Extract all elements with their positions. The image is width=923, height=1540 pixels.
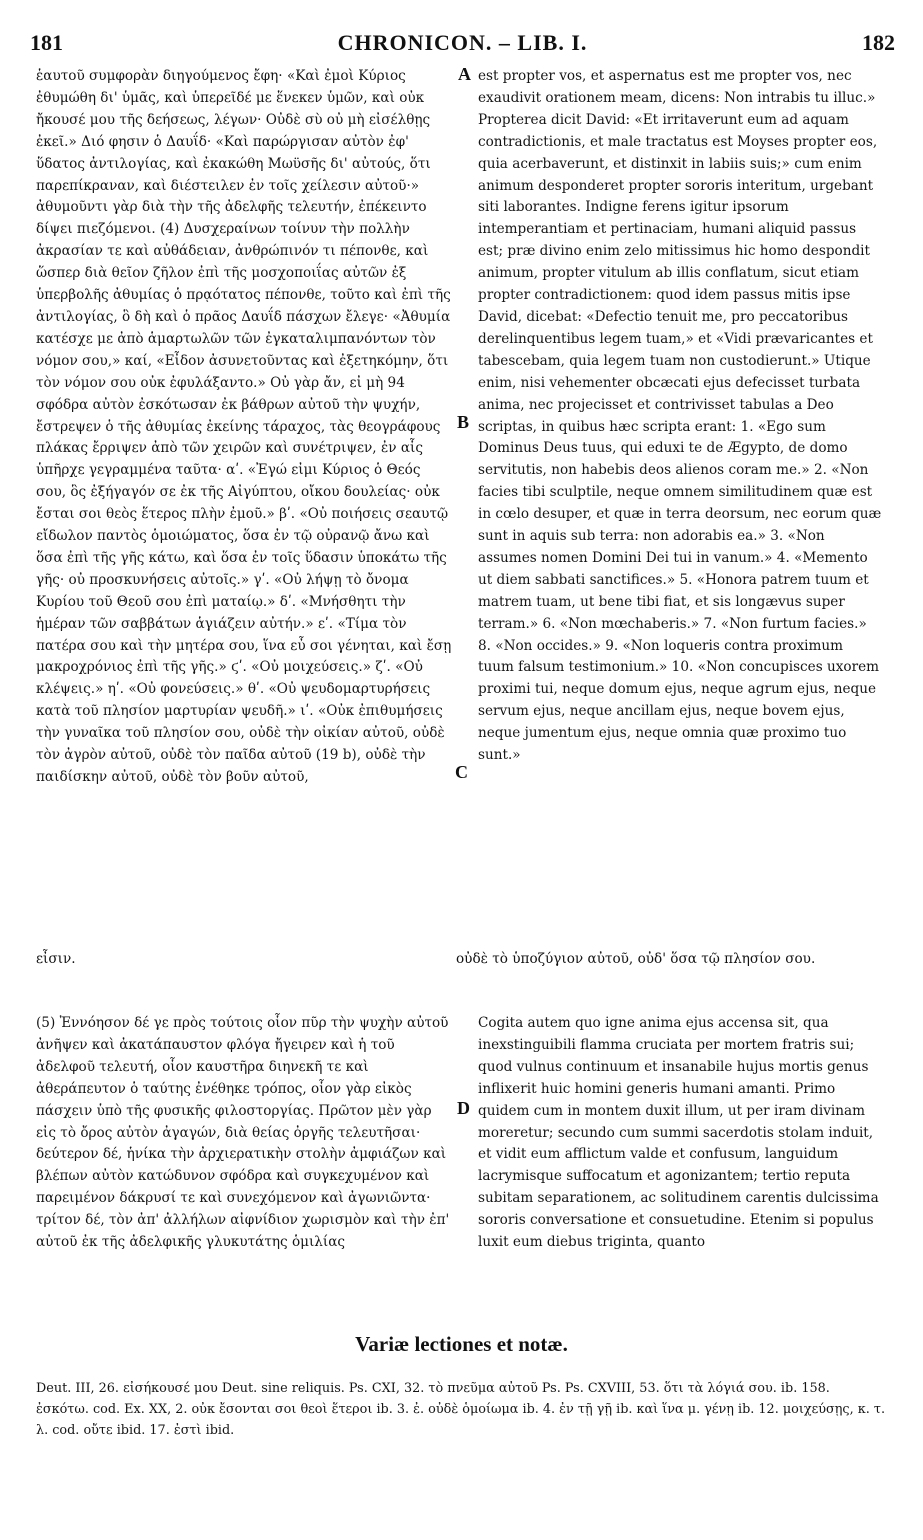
greek-text-bottom: (5) Ἐννόησον δέ γε πρὸς τούτοις οἷον πῦρ τὴν ψυχὴν αὐτοῦ ἀνῆψεν καὶ ἀκατάπαυστον φλόγα ἤγειρεν καὶ ἡ τοῦ ἀδελφοῦ τελευτή, οἷον καυστῆρα διηνεκῆ τε καὶ ἀθεράπευτον ὁ ταύτης ἐνέθηκε τρόπος, οἷον γὰρ εἰκὸς πάσχειν ὑπὸ τῆς φυσικῆς φιλοστοργίας. Πρῶτον μὲν γὰρ εἰς τὸ ὄρος αὐτὸν ἀγαγών, διὰ θείας ὀργῆς τελευτῆσαι· δεύτερον δέ, ἡνίκα τὴν ἀρχιερατικὴν στολὴν ἀμφιάζων καὶ βλέπων αὐτὸν κατώδυνον σφόδρα καὶ συγκεχυμένον καὶ παρειμένον δάκρυσί τε καὶ συνεχόμενον καὶ ἀγωνιῶντα· τρίτον δέ, τὸν ἀπ' ἀλλήλων αἰφνίδιον χωρισμὸν καὶ τὴν ἐπ' αὐτοῦ ἐκ τῆς ἀδελφικῆς γλυκυτάτης ὁμιλίας — [36, 1015, 450, 1251]
greek-column-bottom — [36, 1013, 454, 1254]
page-number-left: 181 — [30, 30, 63, 55]
greek-text-top: ἑαυτοῦ συμφορὰν διηγούμενος ἔφη· «Καὶ ἐμοὶ Κύριος ἐθυμώθη δι' ὑμᾶς, καὶ ὑπερεῖδέ με ἕνεκεν ὑμῶν, καὶ οὐκ ἤκουσέ μου τῆς δεήσεως, λέγων· Οὐδὲ σὺ οὐ μὴ εἰσέλθῃς ἐκεῖ.» Διό φησιν ὁ Δαυΐδ· «Καὶ παρώργισαν αὐτὸν ἐφ' ὕδατος ἀντιλογίας, καὶ ἐκακώθη Μωϋσῆς δι' αὐτούς, ὅτι παρεπίκραναν, καὶ διέστειλεν ἐν τοῖς χείλεσιν αὐτοῦ·» ἀθυμοῦντι γὰρ διὰ τὴν τῆς ἀδελφῆς τελευτήν, ἐπέκειντο δίψει πιεζόμενοι. (4) Δυσχεραίνων τοίνυν τὴν πολλὴν ἀκρασίαν τε καὶ αὐθάδειαν, ἀνθρώπινόν τι πέπονθε, καὶ ὥσπερ διὰ θεῖον ζῆλον ἐπὶ τῆς μοσχοποιΐας αὐτῶν ἐξ ὑπερβολῆς ἀθυμίας ὁ πρᾳότατος πέπονθε, τοῦτο καὶ ἐπὶ τῆς ἀντιλογίας, ὃ δὴ καὶ ὁ πρᾶος Δαυΐδ πάσχων ἔλεγε· «Ἀθυμία κατέσχε με ἀπὸ ἁμαρτωλῶν τῶν ἐγκαταλιμπανόντων τὸν νόμον σου,» καί, «Εἶδον ἀσυνετοῦντας καὶ ἐξετηκόμην, ὅτι τὸν νόμον σου οὐκ ἐφυλάξαντο.» Οὐ γὰρ ἄν, εἰ μὴ 94 σφόδρα αὐτὸν ἐσκότωσαν ἐκ βάθρων αὐτοῦ τὴν ψυχήν, ἔστρεψεν ὁ τῆς ἀθυμίας ἐκείνης τάραχος, τὰς θεογράφους πλάκας ἔρριψεν ἀπὸ τῶν χειρῶν καὶ συνέτριψεν, ἐν αἷς ὑπῆρχε γεγραμμένα ταῦτα· αʹ. «Ἐγώ εἰμι Κύριος ὁ Θεός σου, ὃς ἐξήγαγόν σε ἐκ τῆς Αἰγύπτου, οἴκου δουλείας· οὐκ ἔσται σοι θεὸς ἕτερος πλὴν ἐμοῦ.» βʹ. «Οὐ ποιήσεις σεαυτῷ εἴδωλον παντὸς ὁμοιώματος, ὅσα ἐν τῷ οὐρανῷ ἄνω καὶ ὅσα ἐπὶ τῆς γῆς κάτω, καὶ ὅσα ἐν τοῖς ὕδασιν ὑποκάτω τῆς γῆς· οὐ προσκυνήσεις αὐτοῖς.» γʹ. «Οὐ λήψῃ τὸ ὄνομα Κυρίου τοῦ Θεοῦ σου ἐπὶ ματαίῳ.» δʹ. «Μνήσθητι τὴν ἡμέραν τῶν σαββάτων ἁγιάζειν αὐτήν.» εʹ. «Τίμα τὸν πατέρα σου καὶ τὴν μητέρα σου, ἵνα εὖ σοι γένηται, καὶ ἔσῃ μακροχρόνιος ἐπὶ τῆς γῆς.» ϛʹ. «Οὐ μοιχεύσεις.» ζʹ. «Οὐ κλέψεις.» ηʹ. «Οὐ φονεύσεις.» θʹ. «Οὐ ψευδομαρτυρήσεις κατὰ τοῦ πλησίον μαρτυρίαν ψευδῆ.» ιʹ. «Οὐκ ἐπιθυμήσεις τὴν γυναῖκα τοῦ πλησίον σου, οὐδὲ τὴν οἰκίαν αὐτοῦ, οὐδὲ τὸν ἀγρὸν αὐτοῦ, οὐδὲ τὸν παῖδα αὐτοῦ (19 b), οὐδὲ τὴν παιδίσκην αὐτοῦ, οὐδὲ τὸν βοῦν αὐτοῦ, — [36, 68, 452, 785]
latin-column-top — [478, 66, 883, 767]
latin-column-bottom — [478, 1013, 883, 1254]
margin-letter-b: B — [457, 412, 470, 432]
latin-text-top: est propter vos, et aspernatus est me propter vos, nec exaudivit orationem meam, dicens: Non intrabis tu illuc.» Propterea dicit David: «Et irritaverunt eum ad aquam contradictionis, et male tractatus est Moyses propter eos, quia acerbaverunt, et distinxit in labiis suis;» cum enim animum desponderet propter sororis interitum, urgebant siti laborantes. Indigne ferens igitur ipsorum intemperantiam et pertinaciam, humani aliquid passus est; præ divino enim zelo mitissimus hic homo despondit animum, propter vitulum ab illis conflatum, sicut etiam propter contradictionem: quod idem passus mitis ipse David, dicebat: «Defectio tenuit me, pro peccatoribus derelinquentibus legem tuam,» et «Vidi prævaricantes et tabescebam, quia legem tuam non custodierunt.» Utique enim, nisi vehementer obcæcati ejus defecisset turbata anima, nec projecisset et contrivisset tabulas a Deo scriptas, in quibus hæc scripta erant: 1. «Ego sum Dominus Deus tuus, qui eduxi te de Ægypto, de domo servitutis, non habebis deos alienos coram me.» 2. «Non facies tibi sculptile, neque omnem similitudinem quæ est in cœlo desuper, et quæ in terra deorsum, nec eorum quæ sunt in aquis sub terra: non adorabis ea.» 3. «Non assumes nomen Domini Dei tui in vanum.» 4. «Memento ut diem sabbati sanctifices.» 5. «Honora patrem tuum et matrem tuam, ut bene tibi fiat, et sis longævus super terram.» 6. «Non mœchaberis.» 7. «Non furtum facies.» 8. «Non occides.» 9. «Non loqueris contra proximum tuum falsum testimonium.» 10. «Non concupisces uxorem proximi tui, neque domum ejus, neque agrum ejus, neque servum ejus, neque ancillam ejus, neque bovem ejus, neque jumentum ejus, neque omnia quæ proximo tuo sunt.» — [478, 68, 882, 764]
running-header — [30, 30, 895, 60]
footnotes-text: Deut. III, 26. εἰσήκουσέ μου Deut. sine reliquis. Ps. CXI, 32. τὸ πνεῦμα αὐτοῦ Ps. Ps. CXVIII, 53. ὅτι τὰ λόγιά σου. ib. 158. ἐσκότω. cod. Ex. XX, 2. οὐκ ἔσονται σοι θεοὶ ἕτεροι ib. 3. ἐ. οὐδὲ ὁμοίωμα ib. 4. ἐν τῇ γῇ ib. καὶ ἵνα μ. γένῃ ib. 12. μοιχεύσῃς, κ. τ. λ. cod. οὔτε ibid. 17. ἐστὶ ibid. — [36, 1381, 886, 1438]
footnotes — [36, 1378, 886, 1441]
latin-text-bottom: Cogita autem quo igne anima ejus accensa sit, qua inexstinguibili flamma cruciata per mortem fratris sui; quod vulnus continuum et insanabile hujus mortis genus inflixerit huic homini generis humani amanti. Primo quidem cum in montem duxit illum, ut per iram divinam moreretur; secundo cum summi sacerdotis stolam induit, et vidit eum afflictum valde et confusum, languidum lacrymisque suffocatum et agonizantem; tertio reputa subitam separationem, ac solitudinem carentis dulcissima sororis conversatione et consuetudine. Etenim si populus luxit eum diebus triginta, quanto — [478, 1015, 879, 1251]
running-title: CHRONICON. – LIB. I. — [337, 30, 588, 55]
margin-letter-d: D — [457, 1098, 470, 1118]
notes-heading: Variæ lectiones et notæ. — [355, 1332, 568, 1356]
page-number-right: 182 — [862, 30, 895, 55]
bridge-right: οὐδὲ τὸ ὑποζύγιον αὐτοῦ, οὐδ' ὅσα τῷ πλησίον σου. — [456, 951, 816, 967]
greek-column-top — [36, 66, 454, 789]
margin-letter-a: A — [458, 64, 471, 84]
margin-letter-c: C — [455, 762, 468, 782]
bridge-left: εἶσιν. — [36, 951, 76, 967]
